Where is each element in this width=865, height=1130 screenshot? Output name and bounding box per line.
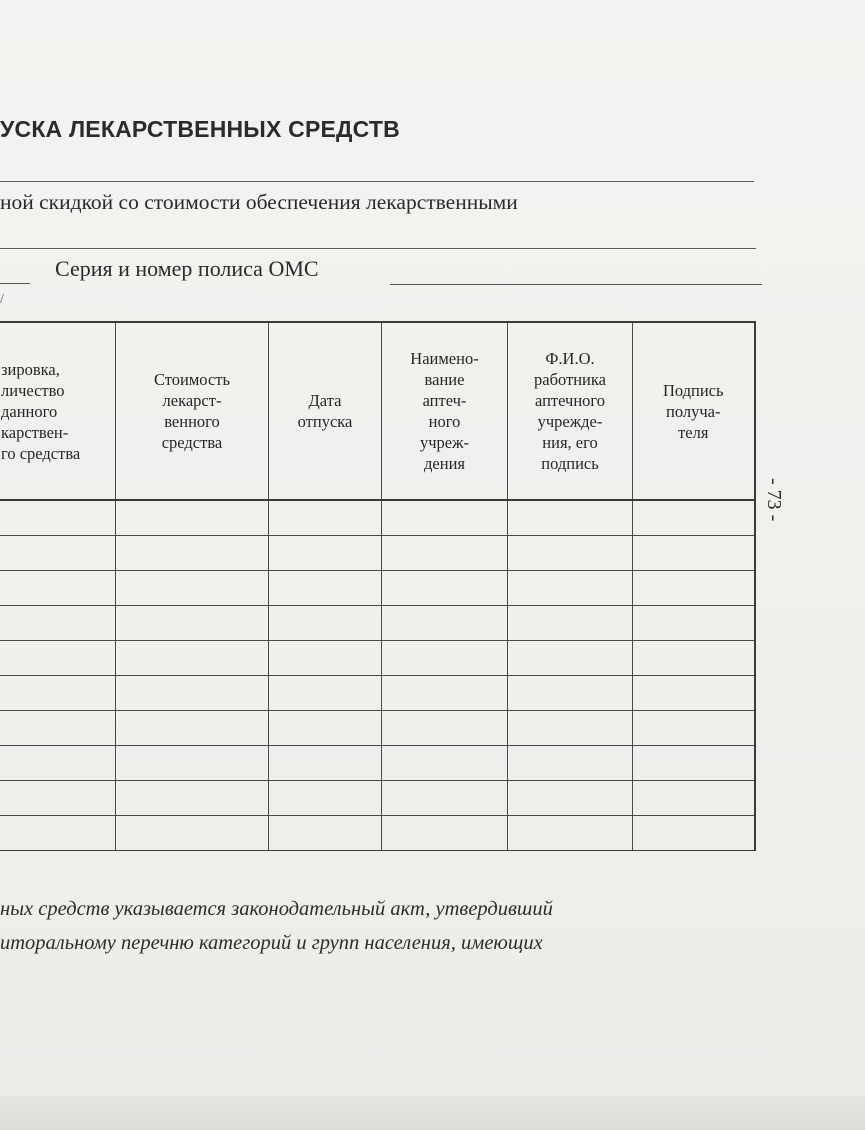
table-cell xyxy=(508,606,633,641)
table-row xyxy=(0,781,755,816)
table-row xyxy=(0,536,755,571)
table-cell xyxy=(0,641,116,676)
table-cell xyxy=(116,781,269,816)
table-cell xyxy=(116,711,269,746)
table-cell xyxy=(633,641,755,676)
table-cell xyxy=(508,571,633,606)
table-row xyxy=(0,606,755,641)
stray-mark: / xyxy=(0,292,4,307)
table-row xyxy=(0,641,755,676)
table-cell xyxy=(382,641,508,676)
table-cell xyxy=(0,676,116,711)
table-row xyxy=(0,746,755,781)
policy-number-blank xyxy=(390,284,762,285)
table-cell xyxy=(382,746,508,781)
header-text: Дата отпуска xyxy=(297,391,353,431)
table-cell xyxy=(116,536,269,571)
table-row xyxy=(0,816,755,851)
table-cell xyxy=(382,781,508,816)
page-number: - 73 - xyxy=(763,478,785,522)
table-cell xyxy=(508,816,633,851)
table-row xyxy=(0,571,755,606)
blank-line-left xyxy=(0,283,30,284)
table-cell xyxy=(269,711,382,746)
table-cell xyxy=(269,500,382,536)
table-cell xyxy=(382,711,508,746)
table-cell xyxy=(269,746,382,781)
table-cell xyxy=(633,781,755,816)
table-cell xyxy=(382,816,508,851)
table-cell xyxy=(0,536,116,571)
rule-under-heading xyxy=(0,181,754,182)
table-cell xyxy=(382,606,508,641)
table-cell xyxy=(508,641,633,676)
header-dosage-quantity xyxy=(0,322,116,500)
page-edge-shadow xyxy=(0,1096,865,1130)
table-cell xyxy=(116,746,269,781)
table-cell xyxy=(633,676,755,711)
table-cell xyxy=(0,746,116,781)
header-text: Подпись получа- теля xyxy=(662,380,724,442)
table-cell xyxy=(382,676,508,711)
table-cell xyxy=(269,571,382,606)
header-text: Наимено- вание аптеч- ного учреж- дения xyxy=(410,349,479,473)
table-row xyxy=(0,500,755,536)
table-cell xyxy=(269,606,382,641)
table-cell xyxy=(0,500,116,536)
table-cell xyxy=(0,781,116,816)
header-pharmacy-name xyxy=(382,322,508,500)
table-cell xyxy=(508,781,633,816)
discount-text-line: ной скидкой со стоимости обеспечения лекарственными xyxy=(0,190,518,214)
table-cell xyxy=(508,711,633,746)
table-row xyxy=(0,711,755,746)
table-header-row xyxy=(0,322,755,500)
table-cell xyxy=(116,571,269,606)
policy-label: Серия и номер полиса ОМС xyxy=(55,256,319,281)
table-cell xyxy=(508,500,633,536)
table-cell xyxy=(633,606,755,641)
table-cell xyxy=(269,641,382,676)
table-cell xyxy=(508,676,633,711)
table-cell xyxy=(0,816,116,851)
table-cell xyxy=(508,536,633,571)
table-cell xyxy=(116,816,269,851)
table-cell xyxy=(382,571,508,606)
footnote-line-1: ных средств указывается законодательный акт, утвердивший xyxy=(0,898,553,920)
table-cell xyxy=(0,606,116,641)
table-cell xyxy=(269,536,382,571)
table-cell xyxy=(0,571,116,606)
header-text: Ф.И.О. работника аптечного учрежде- ния, его подпись xyxy=(534,349,606,473)
table-cell xyxy=(633,711,755,746)
table-cell xyxy=(0,711,116,746)
footnote-line-2: иторальному перечню категорий и групп населения, имеющих xyxy=(0,932,543,954)
header-employee xyxy=(508,322,633,500)
section-heading: УСКА ЛЕКАРСТВЕННЫХ СРЕДСТВ xyxy=(0,116,400,142)
table-cell xyxy=(633,746,755,781)
policy-row xyxy=(0,254,765,290)
table-cell xyxy=(269,676,382,711)
table-cell xyxy=(382,536,508,571)
header-text: Стоимость лекарст- венного средства xyxy=(153,370,231,452)
header-date xyxy=(269,322,382,500)
table-cell xyxy=(116,606,269,641)
table-cell xyxy=(508,746,633,781)
table-cell xyxy=(633,500,755,536)
table-cell xyxy=(633,816,755,851)
table-cell xyxy=(116,676,269,711)
table-cell xyxy=(269,781,382,816)
table-cell xyxy=(382,500,508,536)
table-row xyxy=(0,676,755,711)
table-cell xyxy=(633,571,755,606)
dispense-record-table xyxy=(0,321,756,851)
header-recipient-signature xyxy=(633,322,755,500)
table-cell xyxy=(116,500,269,536)
table-cell xyxy=(633,536,755,571)
header-text: зировка, личество данного карствен- го средства xyxy=(1,359,81,463)
table-cell xyxy=(116,641,269,676)
header-cost xyxy=(116,322,269,500)
table-cell xyxy=(269,816,382,851)
blank-line xyxy=(0,248,756,249)
